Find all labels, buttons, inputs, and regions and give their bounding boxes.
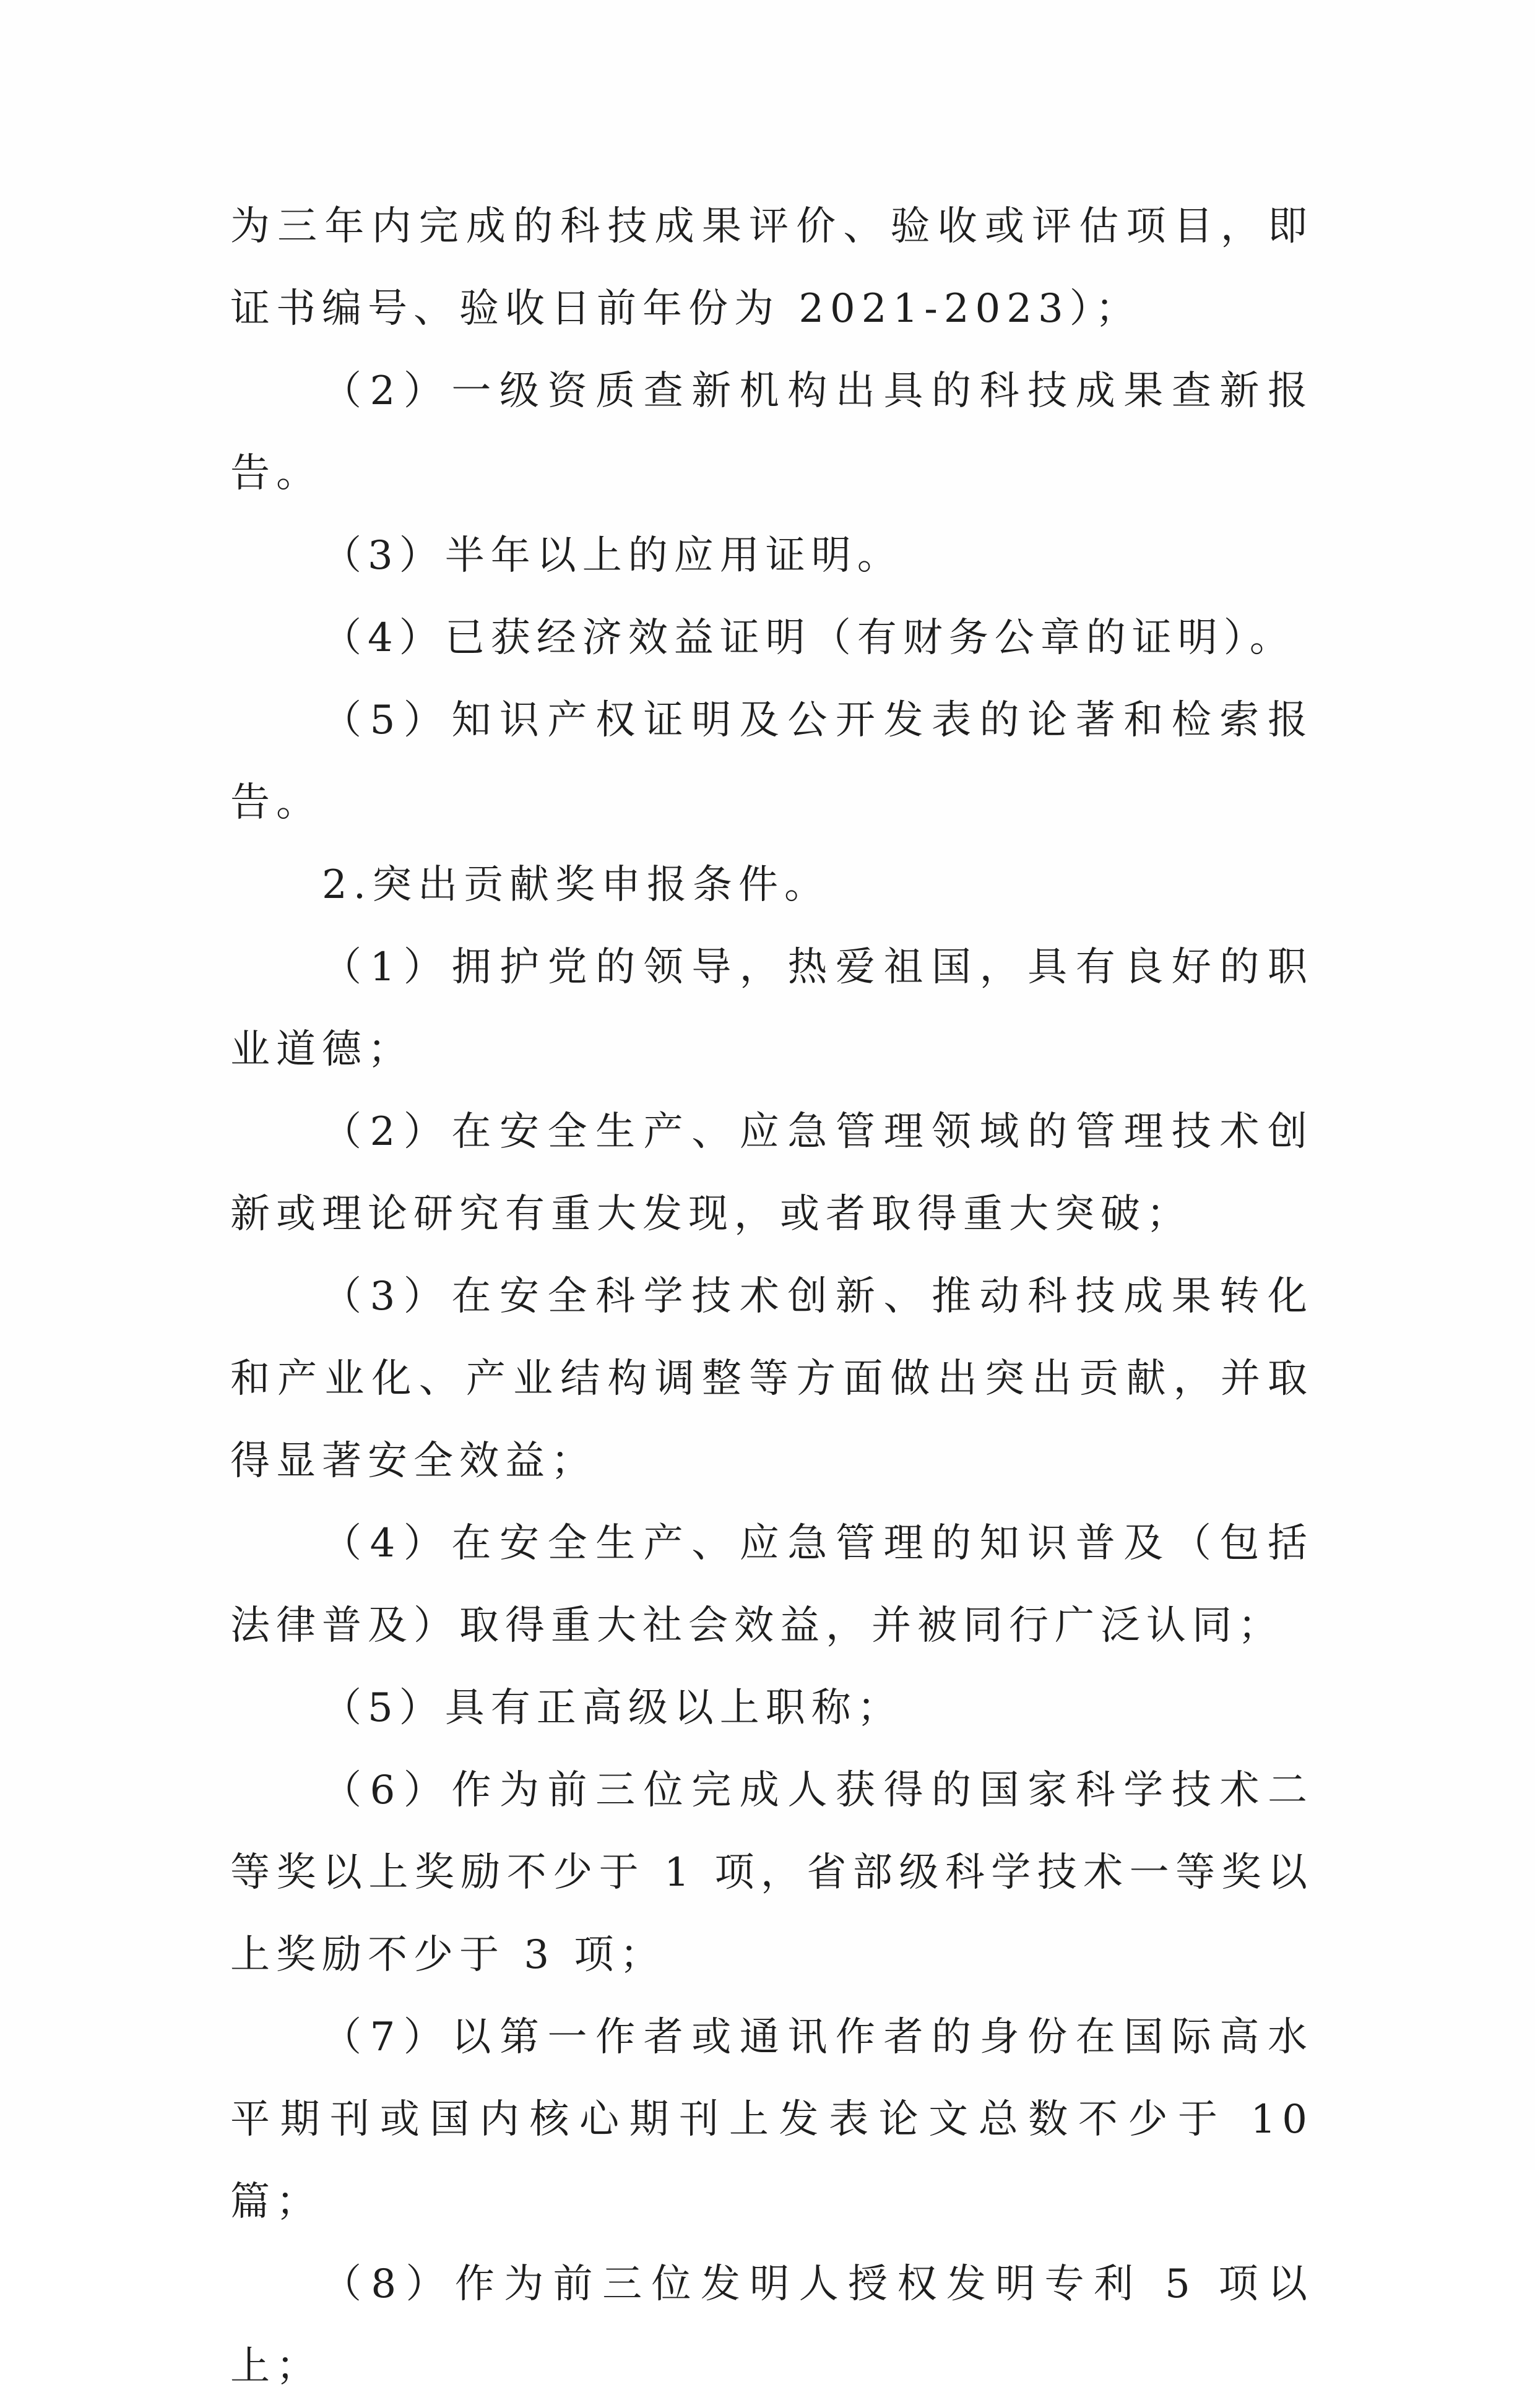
- paragraph-continuation: 为三年内完成的科技成果评价、验收或评估项目，即证书编号、验收日前年份为 2021-2023）；: [230, 204, 1313, 332]
- condition-item-1: （1）拥护党的领导，热爱祖国，具有良好的职业道德；: [230, 944, 1313, 1072]
- condition-item-7: （7）以第一作者或通讯作者的身份在国际高水平期刊或国内核心期刊上发表论文总数不少于 10 篇；: [230, 2014, 1313, 2225]
- condition-item-5: （5）具有正高级以上职称；: [322, 1685, 903, 1731]
- paragraph-item-5: （5）知识产权证明及公开发表的论著和检索报告。: [230, 697, 1313, 826]
- paragraph-item-4: （4）已获经济效益证明（有财务公章的证明）。: [322, 615, 1295, 661]
- condition-item-4: （4）在安全生产、应急管理的知识普及（包括法律普及）取得重大社会效益，并被同行广泛认同；: [230, 1521, 1313, 1649]
- condition-item-2: （2）在安全生产、应急管理领域的管理技术创新或理论研究有重大发现，或者取得重大突破；: [230, 1109, 1313, 1237]
- paragraph-item-2: （2）一级资质查新机构出具的科技成果查新报告。: [230, 368, 1313, 496]
- section-heading-outstanding-contribution: 2.突出贡献奖申报条件。: [322, 862, 831, 908]
- paragraph-item-3: （3）半年以上的应用证明。: [322, 533, 903, 579]
- condition-item-8: （8）作为前三位发明人授权发明专利 5 项以上；: [230, 2261, 1313, 2389]
- condition-item-3: （3）在安全科学技术创新、推动科技成果转化和产业化、产业结构调整等方面做出突出贡献，并取得显著安全效益；: [230, 1274, 1313, 1484]
- document-body: [230, 186, 1313, 2408]
- condition-item-6: （6）作为前三位完成人获得的国家科学技术二等奖以上奖励不少于 1 项，省部级科学技术一等奖以上奖励不少于 3 项；: [230, 1767, 1313, 1978]
